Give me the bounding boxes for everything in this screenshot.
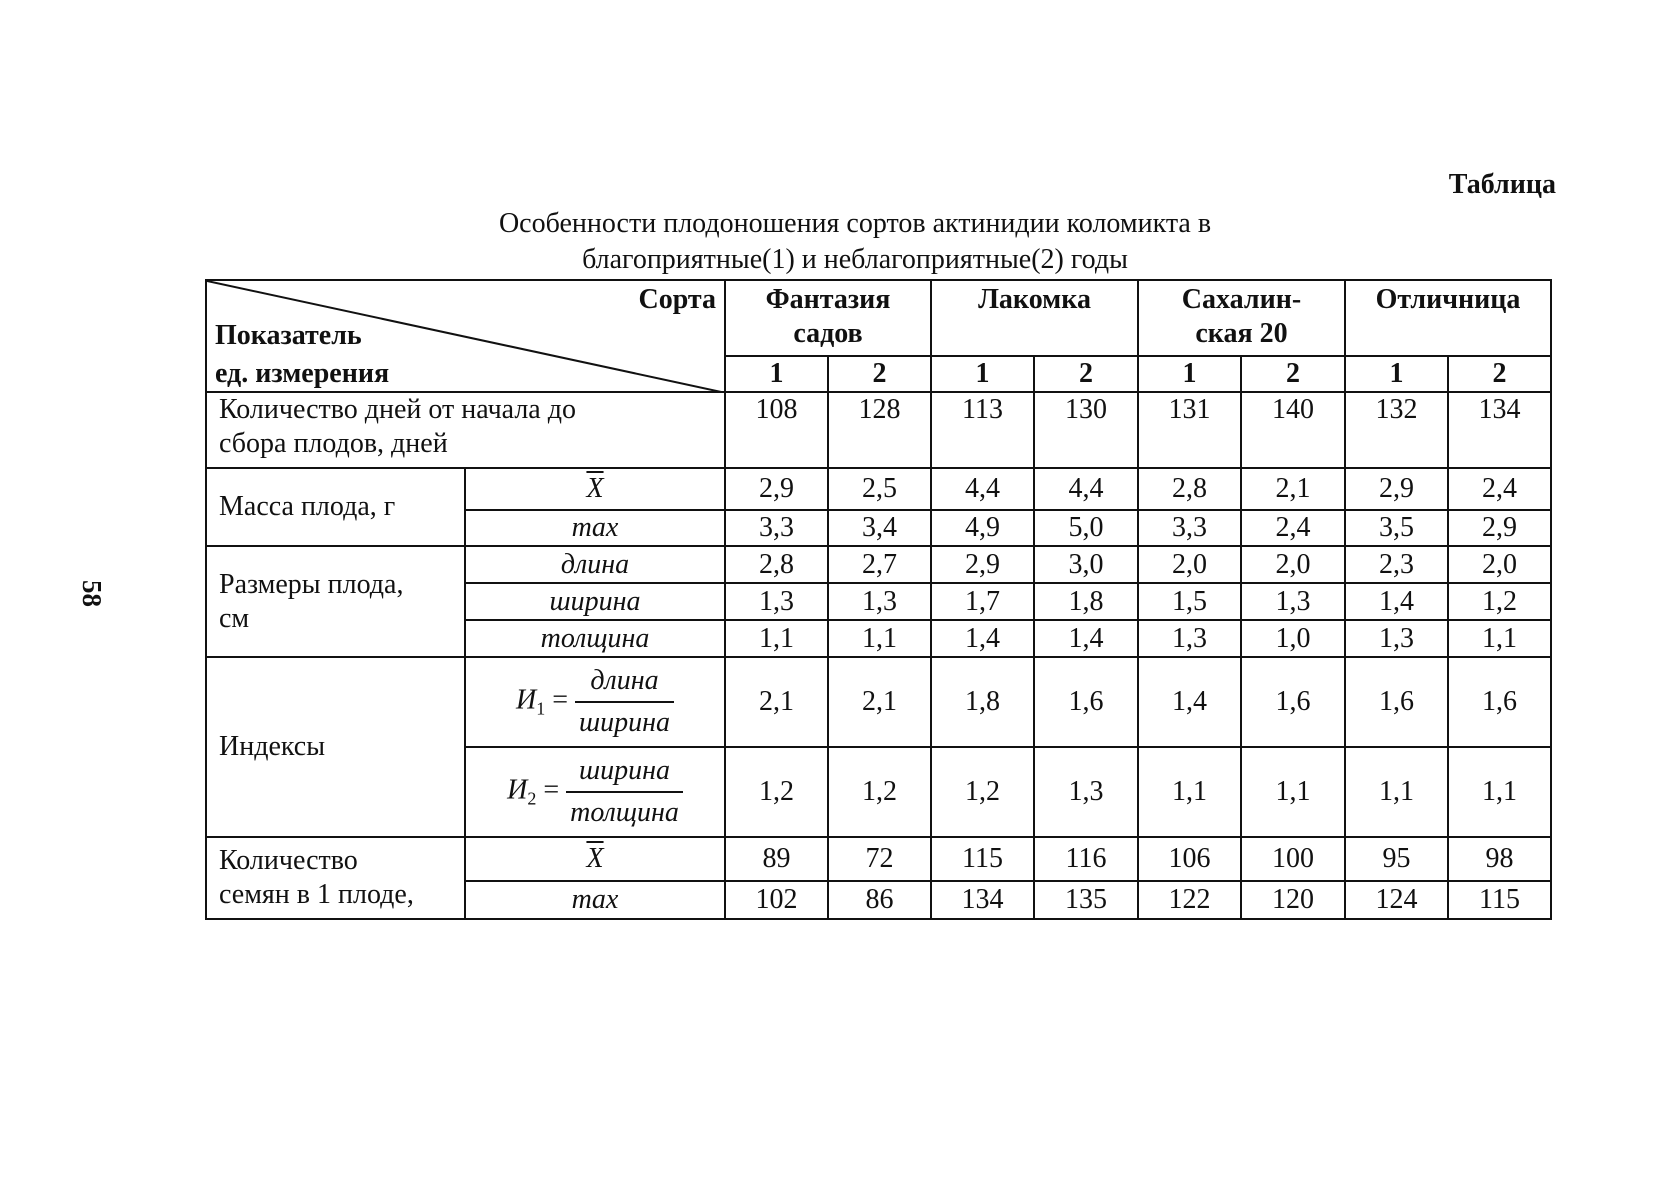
variety-name-line-1: Отличница xyxy=(1375,284,1521,315)
table-cell: 122 xyxy=(1138,881,1241,919)
row-label-seeds xyxy=(206,837,465,919)
table-cell: 135 xyxy=(1034,881,1138,919)
year-header: 2 xyxy=(1241,356,1345,392)
caption-line-1: Особенности плодоношения сортов актинидии коломикта в xyxy=(498,208,1212,239)
row-index-1 xyxy=(206,657,1551,747)
row-label-indices: Индексы xyxy=(206,657,465,837)
fraction-numerator: ширина xyxy=(566,751,683,793)
table-cell: 3,5 xyxy=(1345,510,1448,546)
table-cell: 1,3 xyxy=(1138,620,1241,657)
table-cell: 116 xyxy=(1034,837,1138,881)
table-cell: 1,3 xyxy=(725,583,828,620)
index-formula-1 xyxy=(465,657,725,747)
index-symbol: И xyxy=(515,684,537,716)
variety-name-line-1: Сахалин- xyxy=(1181,284,1302,315)
table-cell: 128 xyxy=(828,392,931,468)
table-cell: 3,3 xyxy=(725,510,828,546)
fraction xyxy=(575,661,674,743)
fraction-denominator: ширина xyxy=(579,707,671,738)
year-header: 1 xyxy=(1345,356,1448,392)
table-cell: 89 xyxy=(725,837,828,881)
table-cell: 106 xyxy=(1138,837,1241,881)
row-label-line-2: семян в 1 плоде, xyxy=(219,879,414,910)
table-cell: 132 xyxy=(1345,392,1448,468)
table-cell: 1,1 xyxy=(828,620,931,657)
table-cell: 72 xyxy=(828,837,931,881)
table-cell: 2,9 xyxy=(725,468,828,510)
table-cell: 98 xyxy=(1448,837,1551,881)
row-size-length xyxy=(206,546,1551,583)
table-cell: 3,3 xyxy=(1138,510,1241,546)
index-subscript: 2 xyxy=(527,788,537,809)
table-cell: 1,3 xyxy=(1345,620,1448,657)
table-cell: 1,1 xyxy=(1345,747,1448,837)
page-number: 58 xyxy=(77,580,107,607)
table-cell: 1,3 xyxy=(1241,583,1345,620)
variety-name-line-2: садов xyxy=(793,318,863,349)
stat-label-thickness: толщина xyxy=(465,620,725,657)
row-label-size xyxy=(206,546,465,657)
year-header: 1 xyxy=(725,356,828,392)
stat-label-width: ширина xyxy=(465,583,725,620)
table-cell: 1,8 xyxy=(931,657,1034,747)
header-corner-cell xyxy=(206,280,725,392)
table-cell: 1,6 xyxy=(1345,657,1448,747)
table-cell: 2,0 xyxy=(1138,546,1241,583)
row-label-days xyxy=(206,392,725,468)
table-cell: 1,4 xyxy=(931,620,1034,657)
header-varieties-label: Сорта xyxy=(638,284,716,315)
table-cell: 5,0 xyxy=(1034,510,1138,546)
fruiting-table xyxy=(205,279,1552,920)
table-cell: 2,1 xyxy=(1241,468,1345,510)
table-cell: 2,1 xyxy=(725,657,828,747)
index-formula-2 xyxy=(465,747,725,837)
mean-symbol: $\overline{X}$ xyxy=(586,473,604,504)
table-cell: 4,4 xyxy=(1034,468,1138,510)
table-cell: 1,8 xyxy=(1034,583,1138,620)
table-cell: 1,2 xyxy=(1448,583,1551,620)
table-cell: 1,5 xyxy=(1138,583,1241,620)
row-label-line-1: Количество дней от начала до xyxy=(219,394,576,425)
table-cell: 1,7 xyxy=(931,583,1034,620)
table-cell: 130 xyxy=(1034,392,1138,468)
table-cell: 113 xyxy=(931,392,1034,468)
table-cell: 1,3 xyxy=(828,583,931,620)
index-subscript: 1 xyxy=(536,698,546,719)
table-cell: 1,3 xyxy=(1034,747,1138,837)
table-cell: 2,8 xyxy=(725,546,828,583)
table-cell: 1,4 xyxy=(1345,583,1448,620)
table-cell: 1,0 xyxy=(1241,620,1345,657)
caption-line-2: благоприятные(1) и неблагоприятные(2) годы xyxy=(582,244,1128,275)
year-header: 2 xyxy=(1034,356,1138,392)
row-label-line-1: Размеры плода, xyxy=(219,568,404,600)
table-cell: 1,2 xyxy=(931,747,1034,837)
year-header: 1 xyxy=(931,356,1034,392)
table-cell: 1,1 xyxy=(1448,747,1551,837)
row-label-mass: Масса плода, г xyxy=(206,468,465,546)
year-header: 2 xyxy=(828,356,931,392)
table-cell: 2,4 xyxy=(1241,510,1345,546)
table-cell: 124 xyxy=(1345,881,1448,919)
table-cell: 2,3 xyxy=(1345,546,1448,583)
table-cell: 1,1 xyxy=(1138,747,1241,837)
row-seeds-mean xyxy=(206,837,1551,881)
table-cell: 1,1 xyxy=(725,620,828,657)
row-label-line-2: см xyxy=(219,602,250,634)
equals-sign: = xyxy=(552,684,568,716)
table-cell: 115 xyxy=(931,837,1034,881)
table-cell: 134 xyxy=(1448,392,1551,468)
year-header: 2 xyxy=(1448,356,1551,392)
variety-header-lakomka xyxy=(931,280,1138,356)
table-cell: 2,0 xyxy=(1241,546,1345,583)
table-cell: 2,4 xyxy=(1448,468,1551,510)
variety-name-line-1: Лакомка xyxy=(978,284,1091,315)
table-cell: 86 xyxy=(828,881,931,919)
table-cell: 115 xyxy=(1448,881,1551,919)
variety-header-otlichnitsa xyxy=(1345,280,1551,356)
table-cell: 2,9 xyxy=(1345,468,1448,510)
table-cell: 4,9 xyxy=(931,510,1034,546)
table-cell: 1,6 xyxy=(1448,657,1551,747)
table-cell: 1,2 xyxy=(828,747,931,837)
mean-symbol: $\overline{X}$ xyxy=(586,843,604,874)
table-caption xyxy=(0,206,1660,278)
variety-header-sakhalinskaya xyxy=(1138,280,1345,356)
row-label-line-1: Количество xyxy=(219,845,358,876)
stat-label-mean xyxy=(465,837,725,881)
table-cell: 134 xyxy=(931,881,1034,919)
table-cell: 4,4 xyxy=(931,468,1034,510)
table-cell: 2,7 xyxy=(828,546,931,583)
variety-header-fantasia xyxy=(725,280,931,356)
table-cell: 108 xyxy=(725,392,828,468)
stat-label-max: max xyxy=(465,881,725,919)
table-cell: 3,4 xyxy=(828,510,931,546)
stat-label-max: max xyxy=(465,510,725,546)
header-row-varieties xyxy=(206,280,1551,356)
row-mass-mean xyxy=(206,468,1551,510)
index-symbol: И xyxy=(507,774,528,806)
table-cell: 95 xyxy=(1345,837,1448,881)
variety-name-line-2: ская 20 xyxy=(1195,318,1288,349)
header-indicator-label: Показатель xyxy=(215,320,362,351)
table-cell: 100 xyxy=(1241,837,1345,881)
table-cell: 1,1 xyxy=(1241,747,1345,837)
table-label: Таблица xyxy=(1448,169,1556,200)
row-label-line-2: сбора плодов, дней xyxy=(219,428,448,459)
table-cell: 2,9 xyxy=(931,546,1034,583)
row-days xyxy=(206,392,1551,468)
fraction-denominator: толщина xyxy=(570,797,679,828)
fraction xyxy=(566,751,683,833)
variety-name-line-1: Фантазия xyxy=(765,284,891,315)
table-cell: 1,2 xyxy=(725,747,828,837)
table-cell: 1,6 xyxy=(1241,657,1345,747)
table-cell: 2,5 xyxy=(828,468,931,510)
stat-label-length: длина xyxy=(465,546,725,583)
table-cell: 102 xyxy=(725,881,828,919)
table-cell: 1,6 xyxy=(1034,657,1138,747)
table-cell: 2,9 xyxy=(1448,510,1551,546)
table-cell: 1,4 xyxy=(1034,620,1138,657)
table-cell: 2,8 xyxy=(1138,468,1241,510)
table-cell: 140 xyxy=(1241,392,1345,468)
equals-sign: = xyxy=(543,774,560,806)
header-unit-label: ед. измерения xyxy=(215,358,390,389)
table-cell: 2,1 xyxy=(828,657,931,747)
table-cell: 1,4 xyxy=(1138,657,1241,747)
year-header: 1 xyxy=(1138,356,1241,392)
table-cell: 2,0 xyxy=(1448,546,1551,583)
table-cell: 120 xyxy=(1241,881,1345,919)
fraction-numerator: длина xyxy=(575,661,674,703)
table-cell: 131 xyxy=(1138,392,1241,468)
stat-label-mean xyxy=(465,468,725,510)
table-cell: 1,1 xyxy=(1448,620,1551,657)
table-cell: 3,0 xyxy=(1034,546,1138,583)
